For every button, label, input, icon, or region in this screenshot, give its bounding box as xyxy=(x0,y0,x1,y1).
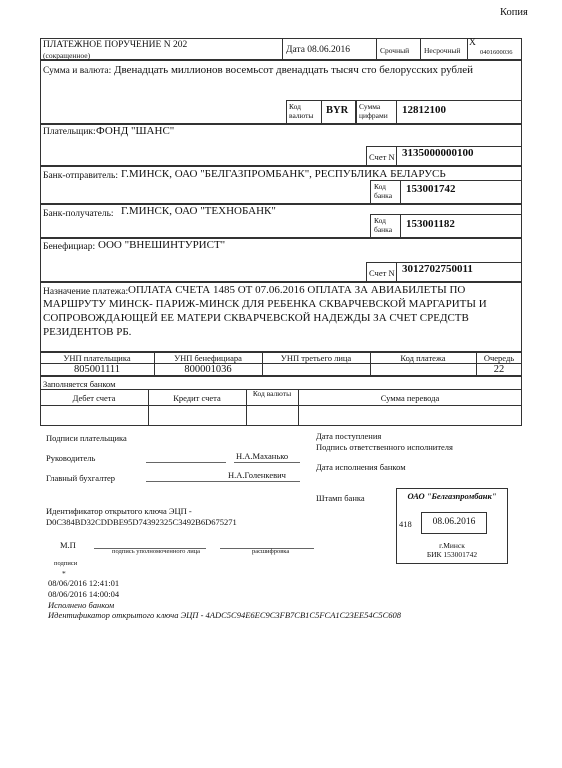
key-id-value: D0C384BD32CDDBE95D74392325C3492B6D675271 xyxy=(46,517,237,527)
accountant-signature-line xyxy=(146,481,226,482)
executed-key-line: Идентификатор открытого ключа ЭЦП - 4ADC5C94E6EC9C3FB7CB1C5FCA1C23EE54C5C608 xyxy=(48,610,402,620)
urgency-mark: X xyxy=(469,38,476,48)
stamp-number: 418 xyxy=(399,519,412,529)
recipient-bank-name: Г.МИНСК, ОАО "ТЕХНОБАНК" xyxy=(121,205,276,217)
purpose-line: СОПРОВОЖДАЮЩЕЙ ЕЕ МАТЕРИ СКВАРЧЕВСКОЙ НАДЕЖДЫ ЗА СЧЕТ СРЕДСТВ xyxy=(43,312,469,324)
signatures-caption: подписи xyxy=(54,560,78,567)
code-divider xyxy=(400,214,401,238)
bank-stamp-label: Штамп банка xyxy=(316,493,365,503)
amount-words: Двенадцать миллионов восемьсот двенадцать тысяч сто белорусских рублей xyxy=(114,64,474,76)
document-title: ПЛАТЕЖНОЕ ПОРУЧЕНИЕ N 202 xyxy=(43,40,188,50)
bank-fill-divider xyxy=(246,389,247,426)
beneficiary-name: ООО "ВНЕШИНТУРИСТ" xyxy=(98,239,226,251)
purpose-label: Назначение платежа: xyxy=(43,287,129,297)
purpose-line: РЕЗИДЕНТОВ РБ. xyxy=(43,326,132,338)
mp-label: М.П xyxy=(60,540,76,550)
document-subtitle: (сокращенное) xyxy=(43,51,91,60)
decode-caption: расшифровка xyxy=(252,548,290,555)
stamp-bik: БИК 153001742 xyxy=(426,550,478,559)
execution-date-label: Дата исполнения банком xyxy=(316,462,406,472)
payer-label: Плательщик: xyxy=(43,127,96,137)
unp-header: УНП третьего лица xyxy=(280,353,352,363)
accountant-name: Н.А.Голенкевич xyxy=(228,470,286,480)
timestamp: 08/06/2016 12:41:01 xyxy=(48,578,120,588)
sum-label: цифрами xyxy=(359,111,388,120)
beneficiary-account: 3012702750011 xyxy=(402,263,473,275)
asterisk: * xyxy=(62,569,66,578)
sum-label: Сумма xyxy=(359,102,381,111)
bank-fill-header: Дебет счета xyxy=(72,393,116,403)
bank-code-label: Код xyxy=(374,216,386,225)
timestamp: 08/06/2016 14:00:04 xyxy=(48,589,120,599)
payer-signatures-label: Подписи плательщика xyxy=(46,433,127,443)
recipient-bank-code: 153001182 xyxy=(406,218,455,230)
receipt-date-label: Дата поступления xyxy=(316,431,382,441)
sum-value: 12812100 xyxy=(402,104,446,116)
sender-bank-name: Г.МИНСК, ОАО "БЕЛГАЗПРОМБАНК", РЕСПУБЛИКА БЕЛАРУСЬ xyxy=(121,168,446,180)
beneficiary-account-label: Счет N xyxy=(369,268,395,278)
bank-fill-divider xyxy=(40,405,522,406)
amount-label: Сумма и валюта: xyxy=(43,66,112,76)
bank-fill-header: Сумма перевода xyxy=(380,393,440,403)
unp-header: Код платежа xyxy=(400,353,446,363)
currency-code-label: валюты xyxy=(289,111,314,120)
executor-signature-label: Подпись ответственного исполнителя xyxy=(316,442,453,452)
director-label: Руководитель xyxy=(46,453,96,463)
purpose-line: МАРШРУТУ МИНСК- ПАРИЖ-МИНСК ДЛЯ РЕБЕНКА СКВАРЧЕВСКОЙ МАРГАРИТЫ И xyxy=(43,298,487,310)
unp-value: 22 xyxy=(493,364,505,375)
beneficiary-label: Бенефициар: xyxy=(43,242,96,252)
document-date: Дата 08.06.2016 xyxy=(286,45,351,55)
urgent-label: Срочный xyxy=(380,46,410,55)
unp-header: УНП бенефициара xyxy=(174,353,242,363)
payer-account: 3135000000100 xyxy=(402,147,474,159)
currency-code-label: Код xyxy=(289,102,301,111)
header-divider xyxy=(420,38,421,60)
header-divider xyxy=(282,38,283,60)
unp-value: 805001111 xyxy=(73,364,121,375)
sender-bank-label: Банк-отправитель: xyxy=(43,171,119,181)
account-divider xyxy=(396,262,397,282)
director-signature-line xyxy=(146,462,226,463)
recipient-bank-label: Банк-получатель: xyxy=(43,209,114,219)
accountant-name-line xyxy=(226,481,300,482)
non-urgent-label: Несрочный xyxy=(424,46,461,55)
authorized-signature-caption: подпись уполномоченного лица xyxy=(112,548,201,555)
payer-account-label: Счет N xyxy=(369,152,395,162)
code-divider xyxy=(400,180,401,204)
bank-fill-label: Заполняется банком xyxy=(43,379,116,389)
bank-code-label: Код xyxy=(374,182,386,191)
payer-name: ФОНД "ШАНС" xyxy=(96,125,175,137)
sum-divider xyxy=(396,100,397,124)
stamp-city: г.Минск xyxy=(439,541,465,550)
currency-divider xyxy=(321,100,322,124)
unp-header: Очередь xyxy=(483,353,515,363)
accountant-label: Главный бухгалтер xyxy=(46,473,116,483)
key-id-label: Идентификатор открытого ключа ЭЦП - xyxy=(46,506,192,516)
unp-header: УНП плательщика xyxy=(63,353,131,363)
unp-value: 800001036 xyxy=(184,364,232,375)
copy-label: Копия xyxy=(500,7,528,18)
header-divider xyxy=(467,38,468,60)
form-code: 0401600036 xyxy=(480,49,513,56)
director-name: Н.А.Маханько xyxy=(236,451,289,461)
bank-fill-header: Код валюты xyxy=(252,389,292,398)
bank-code-label: банка xyxy=(374,191,393,200)
director-name-line xyxy=(234,462,300,463)
stamp-bank-name: ОАО "Белгазпромбанк" xyxy=(407,491,497,501)
purpose-line: ОПЛАТА СЧЕТА 1485 ОТ 07.06.2016 ОПЛАТА ЗА АВИАБИЛЕТЫ ПО xyxy=(128,284,466,296)
stamp-date: 08.06.2016 xyxy=(432,517,476,527)
currency-value: BYR xyxy=(326,105,349,116)
bank-code-label: банка xyxy=(374,225,393,234)
header-divider xyxy=(376,38,377,60)
account-divider xyxy=(396,146,397,166)
bank-fill-header: Кредит счета xyxy=(173,393,221,403)
sender-bank-code: 153001742 xyxy=(406,183,456,195)
executed-label: Исполнено банком xyxy=(48,600,115,610)
